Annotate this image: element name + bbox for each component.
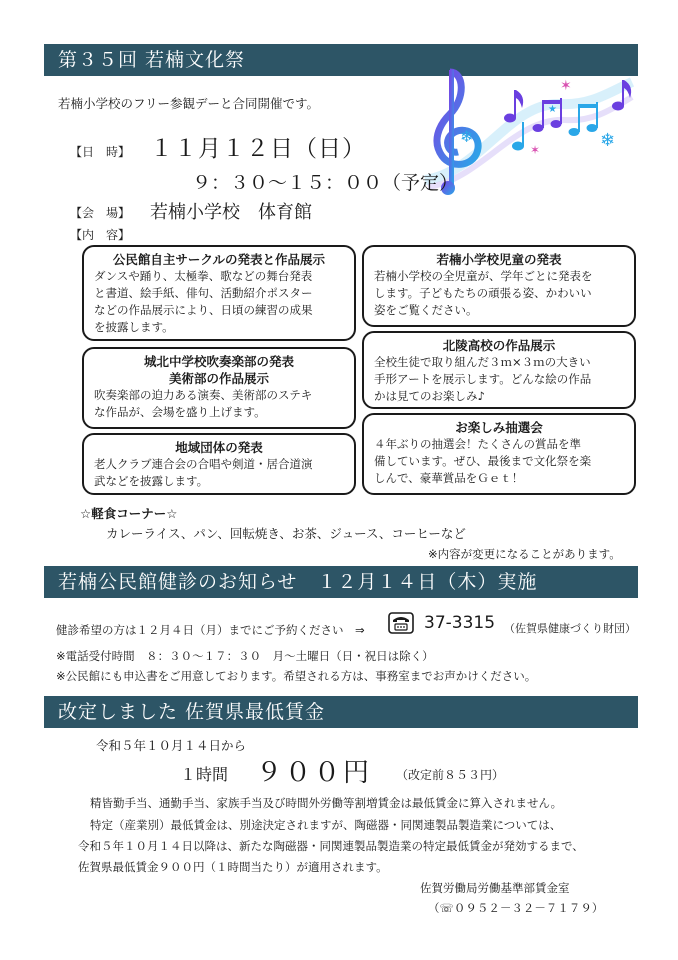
box-line: 全校生徒で取り組んだ３ｍ×３ｍの大きい [374, 355, 591, 369]
checkup-heading: 若楠公民館健診のお知らせ １２月１４日（木）実施 [44, 566, 638, 598]
wage-office: 佐賀労働局労働基準部賃金室 [420, 881, 570, 895]
box-line: 若楠小学校の全児童が、学年ごとに発表を [374, 269, 593, 283]
checkup-forms: ※公民館にも申込書をご用意しております。希望される方は、事務室までお声かけください。 [56, 669, 537, 683]
box-line: します。子どもたちの頑張る姿、かわいい [374, 286, 592, 300]
box-line: 老人クラブ連合会の合唱や剣道・居合道演 [94, 457, 313, 471]
box-title: 北陵高校の作品展示 [442, 338, 556, 353]
box-title-2: 美術部の作品展示 [168, 371, 269, 386]
box-high-school-art [362, 331, 636, 409]
festival-intro: 若楠小学校のフリー参観デーと合同開催です。 [58, 96, 320, 111]
box-title: 公民館自主サークルの発表と作品展示 [112, 252, 326, 267]
wage-line: 特定（産業別）最低賃金は、別途決定されますが、陶磁器・同関連製品製造業については、 [90, 818, 562, 832]
box-line: な作品が、会場を盛り上げます。 [94, 405, 266, 419]
box-line: しんで、豪華賞品をＧｅｔ！ [374, 471, 524, 485]
box-title: 城北中学校吹奏楽部の発表 [143, 354, 294, 369]
box-line: 吹奏楽部の迫力ある演奏、美術部のステキ [94, 388, 313, 402]
phone-icon [388, 612, 414, 634]
wage-heading: 改定しました 佐賀県最低賃金 [44, 696, 638, 728]
wage-per-hour: １時間 [180, 765, 229, 784]
wage-line: 佐賀県最低賃金９００円（１時間当たり）が適用されます。 [78, 860, 388, 874]
box-title: 若楠小学校児童の発表 [436, 252, 562, 267]
wage-line: 精皆勤手当、通勤手当、家族手当及び時間外労働等割増賃金は最低賃金に算入されません。 [90, 796, 563, 810]
box-line: を披露します。 [94, 320, 174, 334]
box-community-groups [82, 433, 356, 495]
box-line: などの作品展示により、日頃の練習の成果 [94, 303, 313, 317]
box-line: ダンスや踊り、太極拳、歌などの舞台発表 [94, 269, 313, 283]
box-line: 備しています。ぜひ、最後まで文化祭を楽 [374, 454, 592, 468]
checkup-org: （佐賀県健康づくり財団） [504, 622, 636, 635]
checkup-reserve: 健診希望の方は１２月４日（月）までにご予約ください ⇒ [56, 623, 365, 637]
date-label: 【日 時】 [70, 145, 131, 159]
checkup-phone: 37-3315 [424, 613, 496, 633]
wage-office-phone: （☏０９５２－３２－７１７９） [428, 901, 604, 915]
box-junior-high-band [82, 347, 356, 429]
box-line: 手形アートを展示します。どんな絵の作品 [374, 372, 592, 386]
box-line: かは見てのお楽しみ♪ [374, 389, 485, 403]
box-lottery [362, 413, 636, 495]
box-circle-exhibition [82, 245, 356, 341]
wage-before: （改定前８５３円） [396, 768, 505, 782]
svg-text:❄: ❄ [600, 130, 616, 151]
snack-title: ☆軽食コーナー☆ [80, 506, 178, 521]
festival-heading: 第３５回 若楠文化祭 [44, 44, 638, 76]
content-label: 【内 容】 [70, 228, 131, 242]
venue-label: 【会 場】 [70, 206, 131, 220]
snack-items: カレーライス、パン、回転焼き、お茶、ジュース、コーヒーなど [106, 526, 466, 541]
svg-text:✶: ✶ [530, 143, 541, 157]
svg-text:❄: ❄ [460, 127, 474, 146]
box-line: ４年ぶりの抽選会！たくさんの賞品を準 [374, 437, 581, 451]
box-title: 地域団体の発表 [175, 440, 263, 455]
wage-line: 令和５年１０月１４日以降は、新たな陶磁器・同関連製品製造業の特定最低賃金が発効するまで、 [78, 839, 584, 853]
event-venue: 若楠小学校 体育館 [150, 202, 312, 223]
box-line: 姿をご覧ください。 [374, 303, 478, 317]
box-line: と書道、絵手紙、俳句、活動紹介ポスター [94, 286, 313, 300]
wage-effective-date: 令和５年１０月１４日から [96, 738, 247, 753]
wage-amount: ９００円 [256, 758, 373, 788]
checkup-hours: ※電話受付時間 ８：３０〜１７：３０ 月〜土曜日（日・祝日は除く） [56, 649, 434, 663]
event-time: ９：３０〜１５：００（予定） [192, 172, 459, 194]
box-elementary-students [362, 245, 636, 327]
box-line: 武などを披露します。 [94, 474, 209, 488]
box-title: お楽しみ抽選会 [455, 420, 543, 435]
event-date: １１月１２日（日） [150, 136, 366, 162]
svg-text:✶: ✶ [560, 78, 572, 94]
change-note: ※内容が変更になることがあります。 [428, 547, 621, 561]
svg-text:★: ★ [548, 104, 557, 115]
